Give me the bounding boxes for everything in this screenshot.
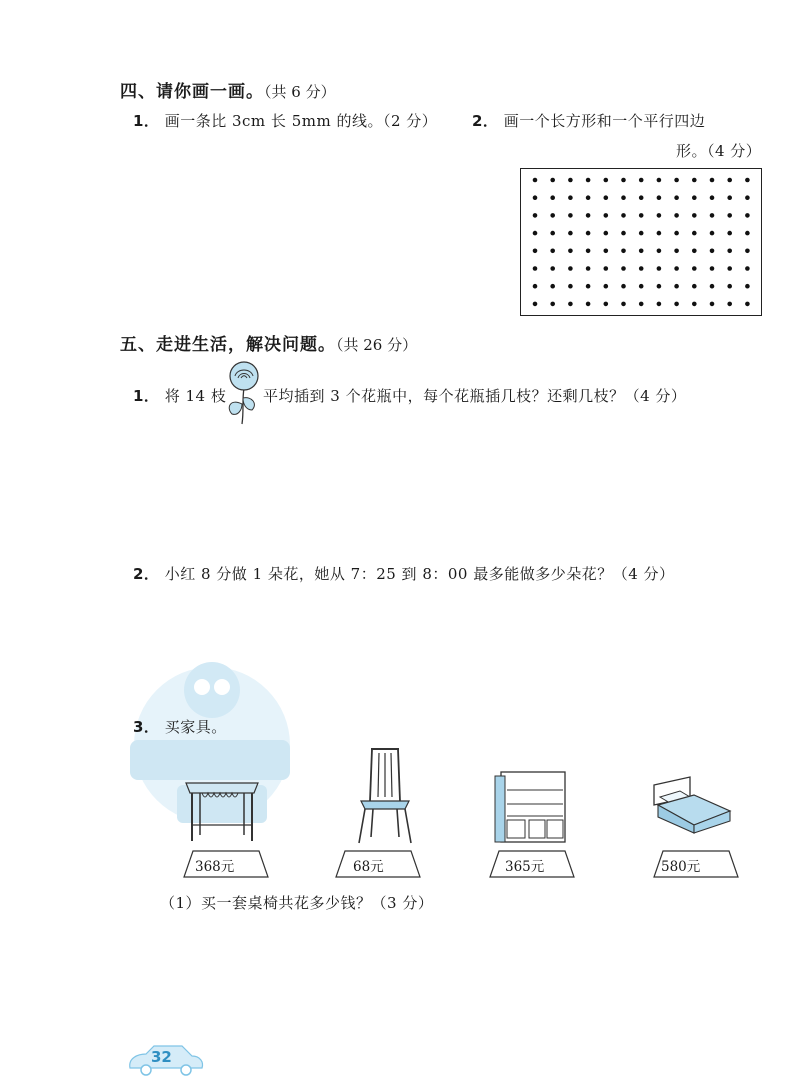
- grid-dot: [604, 213, 609, 218]
- grid-dot: [621, 178, 626, 183]
- grid-dot: [727, 195, 732, 200]
- grid-dot: [674, 213, 679, 218]
- grid-dot: [727, 302, 732, 307]
- price-tag: [183, 850, 269, 882]
- grid-dot: [639, 266, 644, 271]
- grid-dot: [727, 178, 732, 183]
- s4-question-2: [472, 110, 705, 131]
- price-tag: [489, 850, 575, 882]
- grid-dot: [657, 213, 662, 218]
- grid-dot: [533, 178, 538, 183]
- grid-dot: [604, 249, 609, 254]
- page-number: 32: [151, 1048, 172, 1066]
- grid-dot: [568, 195, 573, 200]
- grid-dot: [604, 231, 609, 236]
- grid-dot: [674, 249, 679, 254]
- grid-dot: [586, 195, 591, 200]
- grid-dot: [674, 302, 679, 307]
- grid-dot: [586, 213, 591, 218]
- grid-dot: [533, 213, 538, 218]
- dot-grid[interactable]: [520, 168, 762, 316]
- grid-dot: [657, 284, 662, 289]
- grid-dot: [533, 284, 538, 289]
- question-text: 画一个长方形和一个平行四边: [503, 112, 706, 130]
- grid-dot: [533, 266, 538, 271]
- grid-dot: [550, 213, 555, 218]
- grid-dot: [604, 284, 609, 289]
- grid-dot: [550, 284, 555, 289]
- section-4-points: （共 6 分）: [264, 83, 336, 101]
- grid-dot: [745, 266, 750, 271]
- grid-dot: [710, 195, 715, 200]
- grid-dot: [621, 266, 626, 271]
- grid-dot: [568, 266, 573, 271]
- grid-dot: [657, 266, 662, 271]
- grid-dot: [621, 231, 626, 236]
- grid-dot: [586, 249, 591, 254]
- grid-dot: [604, 178, 609, 183]
- grid-dot: [710, 231, 715, 236]
- question-number: 2．: [133, 565, 160, 583]
- grid-dot: [568, 302, 573, 307]
- s4-question-2-line2: 形。（4 分）: [676, 142, 762, 160]
- section-5-title-text: 五、走进生活，解决问题。: [120, 335, 336, 355]
- grid-dot: [621, 284, 626, 289]
- grid-dot: [568, 284, 573, 289]
- grid-dot: [657, 231, 662, 236]
- grid-dot: [710, 284, 715, 289]
- grid-dot: [621, 195, 626, 200]
- question-number: 1．: [133, 112, 160, 130]
- grid-dot: [586, 231, 591, 236]
- grid-dot: [710, 213, 715, 218]
- grid-dot: [639, 195, 644, 200]
- bed-icon: [650, 775, 732, 839]
- price-label: 368元: [195, 859, 235, 875]
- price-label: 365元: [505, 859, 545, 875]
- grid-dot: [692, 284, 697, 289]
- price-tag: [653, 850, 739, 882]
- grid-dot: [674, 195, 679, 200]
- question-number: 1．: [133, 387, 160, 405]
- grid-dot: [604, 266, 609, 271]
- grid-dot: [745, 249, 750, 254]
- chair-icon: [355, 745, 415, 849]
- section-4-title: [120, 77, 336, 102]
- grid-dot: [550, 178, 555, 183]
- grid-dot: [674, 231, 679, 236]
- price-tag: [335, 850, 421, 882]
- grid-dot: [639, 302, 644, 307]
- dot-grid-canvas: [521, 169, 761, 315]
- grid-dot: [727, 231, 732, 236]
- s5-question-1: [133, 385, 226, 406]
- grid-dot: [568, 213, 573, 218]
- grid-dot: [639, 284, 644, 289]
- grid-dot: [710, 266, 715, 271]
- grid-dot: [710, 249, 715, 254]
- section-5-title: [120, 330, 417, 355]
- grid-dot: [568, 178, 573, 183]
- question-text: 小红 8 分做 1 朵花，她从 7：25 到 8：00 最多能做多少朵花？（4 分）: [164, 565, 675, 583]
- grid-dot: [692, 302, 697, 307]
- grid-dot: [604, 195, 609, 200]
- grid-dot: [674, 266, 679, 271]
- s5-question-1-rest: 平均插到 3 个花瓶中，每个花瓶插几枝？还剩几枝？（4 分）: [263, 387, 687, 405]
- question-text: 画一条比 3cm 长 5mm 的线。（2 分）: [164, 112, 438, 130]
- grid-dot: [621, 302, 626, 307]
- grid-dot: [550, 249, 555, 254]
- grid-dot: [674, 284, 679, 289]
- grid-dot: [727, 213, 732, 218]
- grid-dot: [586, 284, 591, 289]
- price-label: 68元: [353, 859, 384, 875]
- grid-dot: [745, 231, 750, 236]
- grid-dot: [586, 266, 591, 271]
- grid-dot: [745, 195, 750, 200]
- s5-question-3: [133, 716, 227, 737]
- s5-question-3-sub-1: （1）买一套桌椅共花多少钱？（3 分）: [160, 894, 434, 912]
- grid-dot: [710, 302, 715, 307]
- grid-dot: [657, 178, 662, 183]
- grid-dot: [657, 195, 662, 200]
- grid-dot: [692, 231, 697, 236]
- grid-dot: [710, 178, 715, 183]
- grid-dot: [745, 302, 750, 307]
- grid-dot: [692, 195, 697, 200]
- grid-dot: [550, 266, 555, 271]
- grid-dot: [745, 284, 750, 289]
- grid-dot: [533, 195, 538, 200]
- grid-dot: [745, 178, 750, 183]
- s4-question-1: [133, 110, 437, 131]
- grid-dot: [568, 249, 573, 254]
- grid-dot: [639, 231, 644, 236]
- grid-dot: [639, 213, 644, 218]
- grid-dot: [692, 266, 697, 271]
- grid-dot: [639, 249, 644, 254]
- grid-dot: [745, 213, 750, 218]
- grid-dot: [568, 231, 573, 236]
- grid-dot: [727, 249, 732, 254]
- section-4-title-text: 四、请你画一画。: [120, 82, 264, 102]
- grid-dot: [621, 213, 626, 218]
- grid-dot: [639, 178, 644, 183]
- grid-dot: [621, 249, 626, 254]
- question-number: 3．: [133, 718, 160, 736]
- grid-dot: [692, 213, 697, 218]
- question-text: 买家具。: [164, 718, 227, 736]
- grid-dot: [657, 249, 662, 254]
- grid-dot: [533, 249, 538, 254]
- grid-dot: [692, 249, 697, 254]
- rose-icon: [222, 358, 262, 430]
- grid-dot: [657, 302, 662, 307]
- cabinet-icon: [493, 770, 569, 848]
- grid-dot: [550, 302, 555, 307]
- grid-dot: [727, 266, 732, 271]
- s5-question-2: [133, 563, 675, 584]
- grid-dot: [604, 302, 609, 307]
- grid-dot: [727, 284, 732, 289]
- price-label: 580元: [661, 859, 701, 875]
- table-icon: [182, 775, 262, 847]
- grid-dot: [550, 231, 555, 236]
- section-5-points: （共 26 分）: [336, 336, 418, 354]
- grid-dot: [586, 178, 591, 183]
- grid-dot: [550, 195, 555, 200]
- grid-dot: [533, 302, 538, 307]
- grid-dot: [533, 231, 538, 236]
- grid-dot: [674, 178, 679, 183]
- grid-dot: [692, 178, 697, 183]
- grid-dot: [586, 302, 591, 307]
- question-number: 2．: [472, 112, 499, 130]
- page-number-badge: [124, 1042, 206, 1082]
- question-text-before: 将 14 枝: [164, 387, 227, 405]
